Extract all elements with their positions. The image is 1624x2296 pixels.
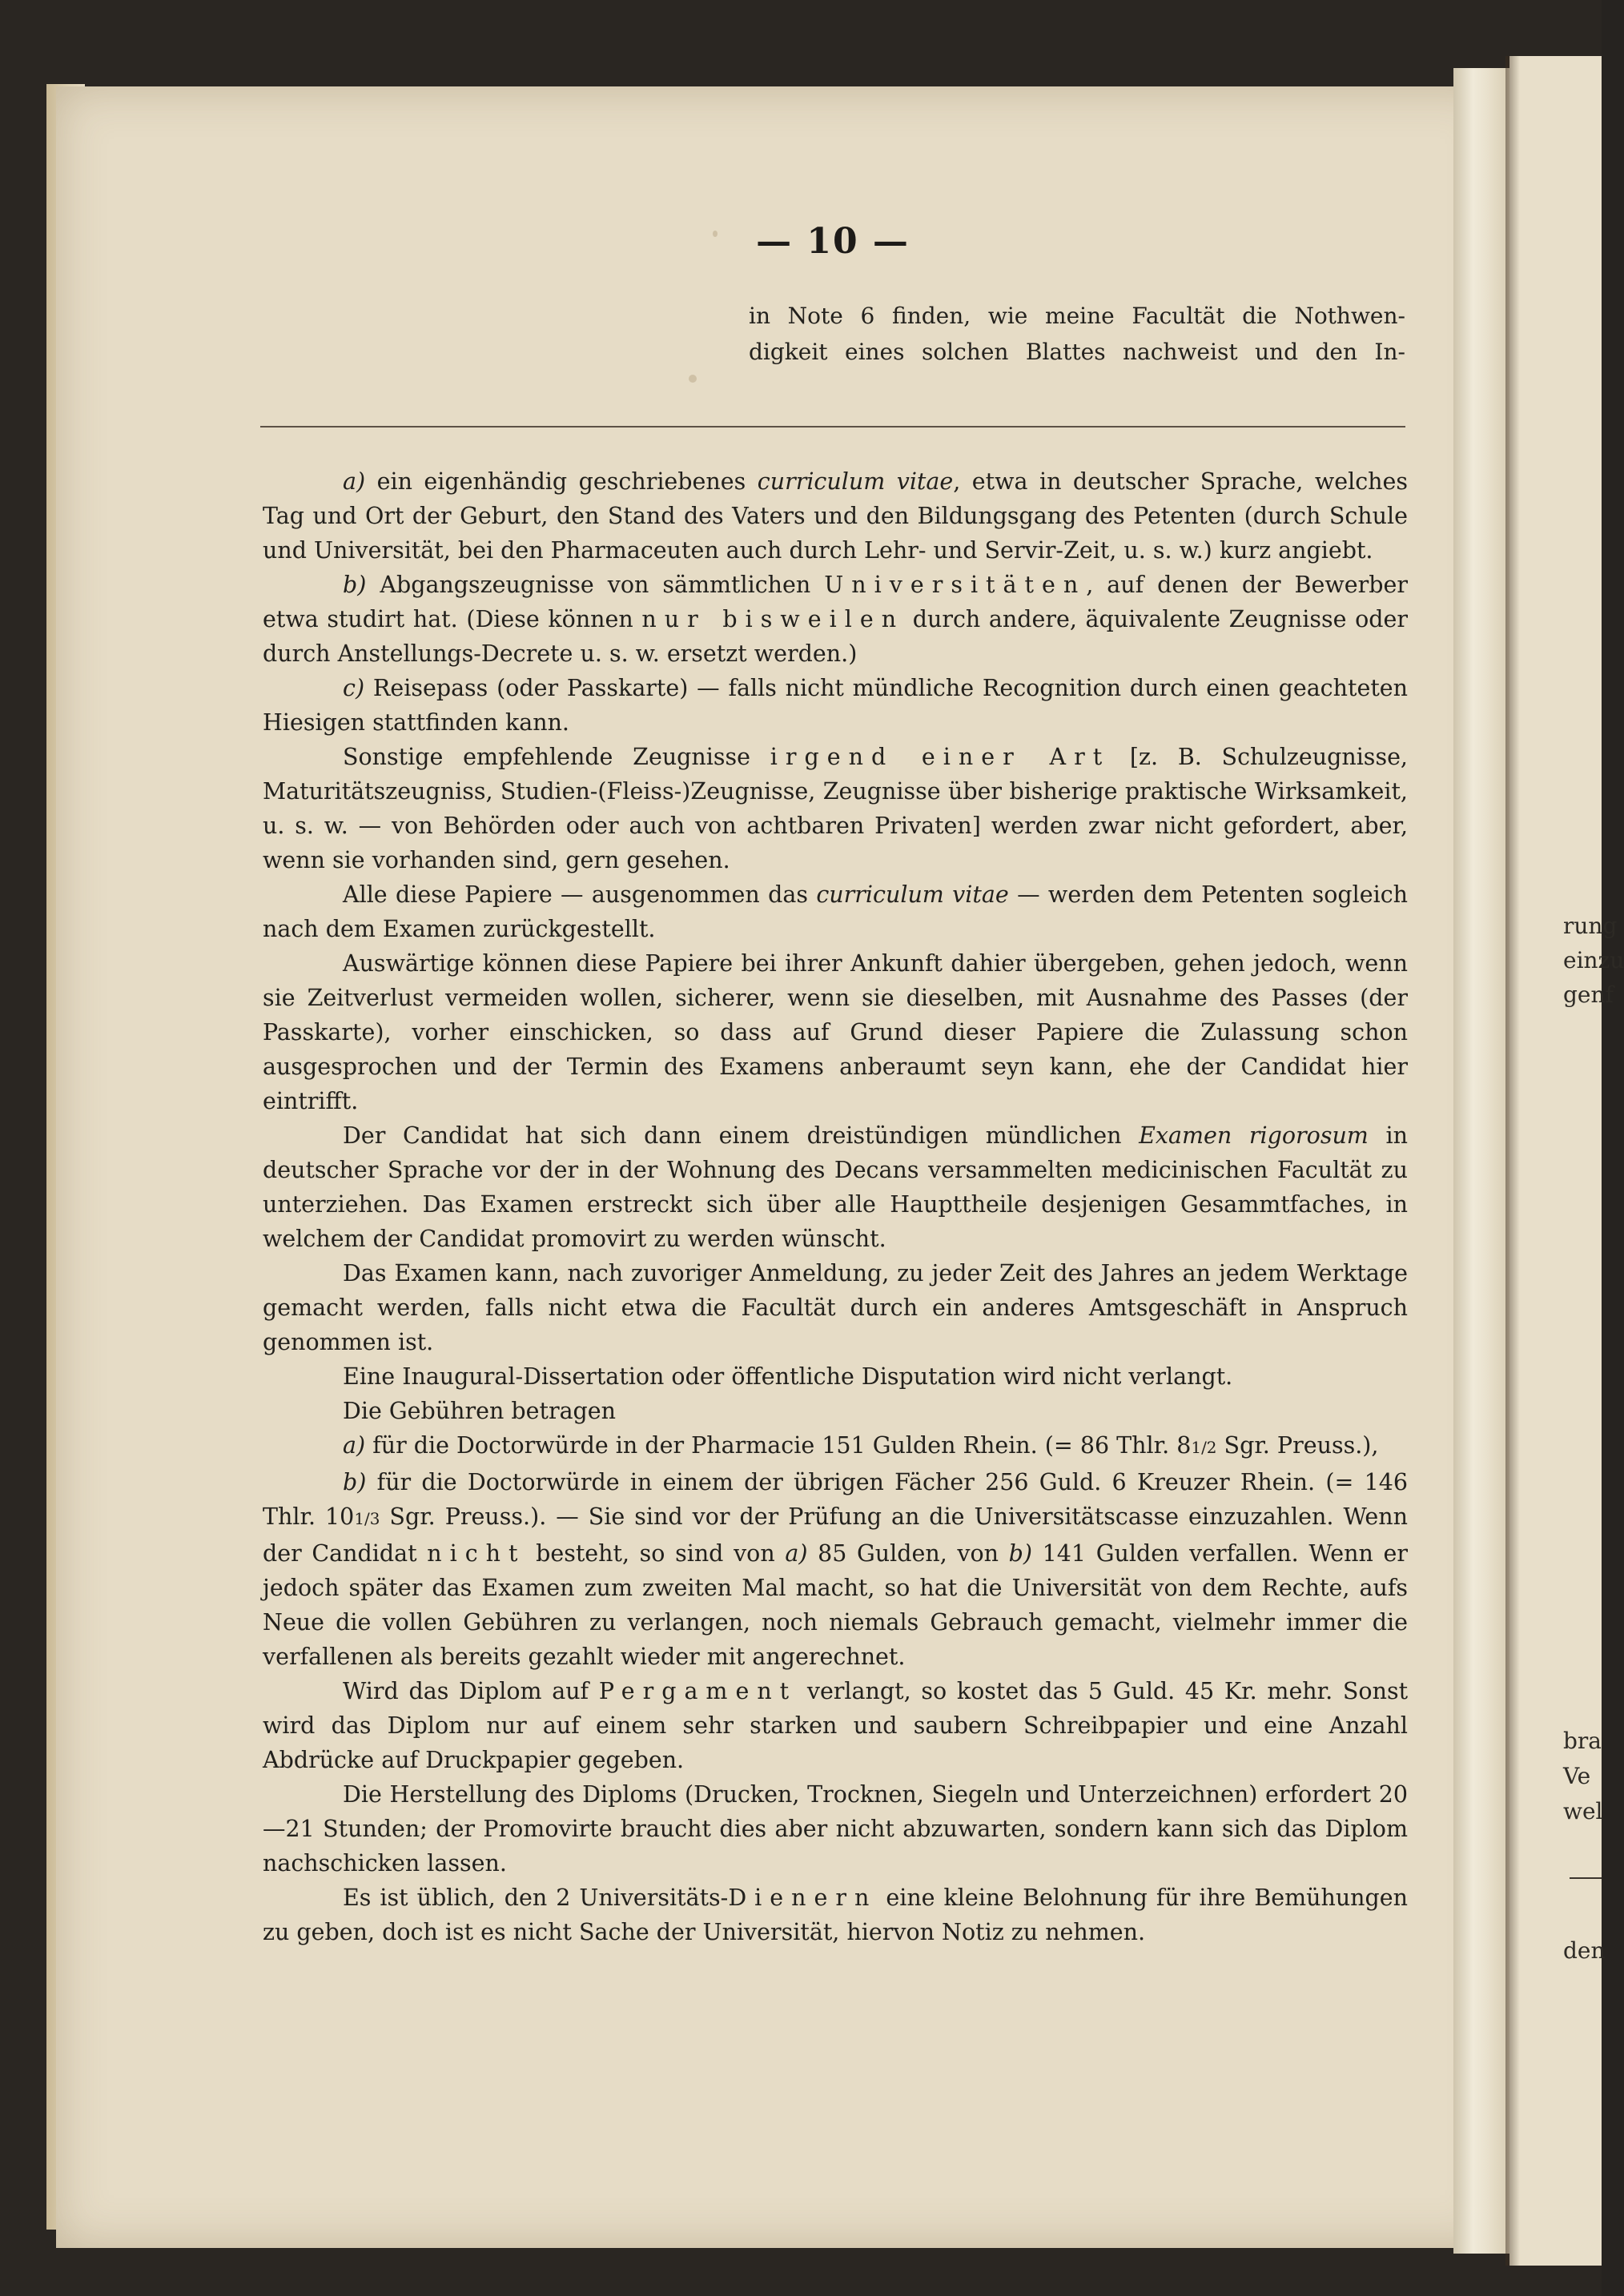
text-run: Abgangszeugnisse von sämmtlichen bbox=[380, 572, 811, 598]
text-run: ein eigenhändig geschriebenes bbox=[376, 468, 746, 495]
paragraph-c-reisepass bbox=[263, 671, 1408, 740]
text-run: Wird das Diplom auf bbox=[343, 1678, 589, 1704]
item-ref: b) bbox=[1008, 1540, 1033, 1567]
facing-fragment: den bbox=[1563, 1937, 1606, 1964]
main-text bbox=[263, 464, 1408, 2017]
italic-term: curriculum vitae bbox=[816, 881, 1009, 908]
facing-fragment: einzu bbox=[1563, 947, 1624, 973]
item-label: b) bbox=[343, 1469, 367, 1495]
text-run: [z. B. Schulzeugnisse, Maturitätszeugniss, Studien-(Fleiss-)Zeugnisse, Zeugnisse über bisherige praktische Wirksamkeit, u. s. w. — von Behörden oder auch von achtbaren Privaten] werden zwar nicht gefordert, aber, wenn sie vorhanden sind, gern gesehen. bbox=[263, 744, 1408, 873]
paragraph-papiere bbox=[263, 877, 1408, 946]
text-run: Reisepass (oder Passkarte) — falls nicht mündliche Recognition durch einen geachteten Hiesigen stattfinden kann. bbox=[263, 675, 1408, 736]
text-run: Alle diese Papiere — ausgenommen das bbox=[343, 881, 808, 908]
spaced-term: nicht bbox=[427, 1540, 526, 1567]
spaced-term: Dienern bbox=[728, 1885, 878, 1911]
text-run: verlangt, so kostet das 5 Guld. 45 Kr. mehr. Sonst wird das Diplom nur auf einem sehr starken und saubern Schreibpapier und eine Anzahl Abdrücke auf Druckpapier gegeben. bbox=[263, 1678, 1409, 1773]
text-run: Sonstige empfehlende Zeugnisse bbox=[343, 744, 751, 770]
paragraph-termin: Das Examen kann, nach zuvoriger Anmeldung, zu jeder Zeit des Jahres an jedem Werktage gemacht werden, falls nicht etwa die Facultät durch ein anderes Amtsgeschäft in Anspruch genommen ist. bbox=[263, 1260, 1408, 1355]
text-run: für die Doctorwürde in einem der übrigen Fächer 256 Guld. 6 Kreuzer Rhein. (= 146 Thlr. 10 bbox=[263, 1469, 1408, 1530]
book-gutter bbox=[1453, 68, 1509, 2254]
item-ref: a) bbox=[785, 1540, 808, 1567]
text-run: Sgr. Preuss.). — Sie sind vor der Prüfung an die Universitätscasse einzuzahlen. Wenn der Candidat bbox=[263, 1503, 1408, 1567]
text-run: besteht, so sind von bbox=[536, 1540, 775, 1567]
text-run: , etwa in deutscher Sprache, welches Tag und Ort der Geburt, den Stand des Vaters und den Bildungsgang des Petenten (durch Schule und Universität, bei den Pharmaceuten auch durch Lehr- und Servir-Zeit, u. s. w.) kurz angiebt. bbox=[263, 468, 1409, 564]
paragraph-fee-b bbox=[263, 1465, 1408, 1674]
spaced-term: Universitäten bbox=[824, 572, 1087, 598]
paper-speck bbox=[713, 231, 718, 237]
fraction: 1/2 bbox=[1191, 1438, 1217, 1457]
text-run: 141 Gulden verfallen. Wenn er jedoch später das Examen zum zweiten Mal macht, so hat die Universität von dem Rechte, aufs Neue die vollen Gebühren zu verlangen, noch niemals Gebrauch gemacht, vielmehr immer die verfallenen als bereits gezahlt wieder mit angerechnet. bbox=[263, 1540, 1408, 1670]
paper-speck bbox=[689, 375, 697, 383]
paragraph-a-curriculum bbox=[263, 464, 1408, 568]
spine-shadow bbox=[1505, 56, 1520, 2266]
paragraph-b-abgang bbox=[263, 568, 1408, 671]
text-run: eine kleine Belohnung für ihre Bemühungen zu geben, doch ist es nicht Sache der Universität, hiervon Notiz zu nehmen. bbox=[263, 1885, 1408, 1945]
paragraph-fee-a bbox=[263, 1428, 1408, 1465]
spaced-term: nur bisweilen bbox=[641, 606, 905, 632]
fraction: 1/3 bbox=[354, 1509, 380, 1528]
paragraph-sonstige bbox=[263, 740, 1408, 877]
facing-fragment: Ve bbox=[1563, 1763, 1591, 1789]
paragraph-auswaertige: Auswärtige können diese Papiere bei ihrer Ankunft dahier übergeben, gehen jedoch, wenn sie Zeitverlust vermeiden wollen, sicherer, wenn sie dieselben, mit Ausnahme des Passes (der Passkarte), vorher einschicken, so dass auf Grund dieser Papiere die Zulassung schon ausgesprochen und der Termin des Examens anberaumt seyn kann, ehe der Candidat hier eintrifft. bbox=[263, 950, 1408, 1114]
paragraph-herstellung: Die Herstellung des Diploms (Drucken, Trocknen, Siegeln und Unterzeichnen) erfordert 20—21 Stunden; der Promovirte braucht dies aber nicht abzuwarten, sondern kann sich das Diplom nachschicken lassen. bbox=[263, 1781, 1408, 1877]
text-run: in deutscher Sprache vor der in der Wohnung des Decans versammelten medicinischen Facultät zu unterziehen. Das Examen erstreckt sich über alle Haupttheile desjenigen Gesammtfaches, in welchem der Candidat promovirt zu werden wünscht. bbox=[263, 1122, 1408, 1252]
paragraph-gebuehren: Die Gebühren betragen bbox=[343, 1398, 617, 1424]
italic-term: Examen rigorosum bbox=[1139, 1122, 1369, 1149]
horizontal-rule bbox=[260, 426, 1405, 427]
text-run: Es ist üblich, den 2 Universitäts- bbox=[343, 1885, 729, 1911]
item-label: c) bbox=[343, 675, 365, 701]
paragraph-diplom bbox=[263, 1674, 1408, 1777]
page-number: — 10 — bbox=[756, 221, 910, 262]
carryover-line-2: digkeit eines solchen Blattes nachweist und den In- bbox=[749, 339, 1405, 365]
paragraph-examen bbox=[263, 1118, 1408, 1256]
spaced-term: irgend einer Art bbox=[770, 744, 1111, 770]
item-label: b) bbox=[343, 572, 367, 598]
item-label: a) bbox=[343, 1432, 366, 1459]
facing-fragment: rung bbox=[1563, 913, 1618, 939]
text-run: durch andere, äquivalente Zeugnisse oder durch Anstellungs-Decrete u. s. w. ersetzt werden.) bbox=[263, 606, 1408, 667]
text-run: — werden dem Petenten sogleich nach dem Examen zurückgestellt. bbox=[263, 881, 1409, 942]
facing-fragment: wel bbox=[1563, 1798, 1603, 1824]
italic-term: curriculum vitae bbox=[757, 468, 954, 495]
carryover-line-1: in Note 6 finden, wie meine Facultät die Nothwen- bbox=[749, 303, 1405, 329]
paragraph-diener bbox=[263, 1881, 1408, 1949]
facing-fragment: genf bbox=[1563, 981, 1614, 1008]
text-run: , auf denen der Bewerber etwa studirt hat. (Diese können bbox=[263, 572, 1408, 632]
text-run: Der Candidat hat sich dann einem dreistündigen mündlichen bbox=[343, 1122, 1122, 1149]
spaced-term: Pergament bbox=[598, 1678, 798, 1704]
text-run: für die Doctorwürde in der Pharmacie 151 Gulden Rhein. (= 86 Thlr. 8 bbox=[372, 1432, 1192, 1459]
paragraph-dissertation: Eine Inaugural-Dissertation oder öffentliche Disputation wird nicht verlangt. bbox=[343, 1363, 1233, 1390]
facing-fragment: bra bbox=[1563, 1728, 1602, 1754]
carryover-text bbox=[749, 298, 1405, 378]
text-run: Sgr. Preuss.), bbox=[1224, 1432, 1379, 1459]
text-run: 85 Gulden, von bbox=[818, 1540, 999, 1567]
item-label: a) bbox=[343, 468, 366, 495]
facing-dash bbox=[1570, 1877, 1602, 1879]
facing-page bbox=[1509, 56, 1624, 2266]
